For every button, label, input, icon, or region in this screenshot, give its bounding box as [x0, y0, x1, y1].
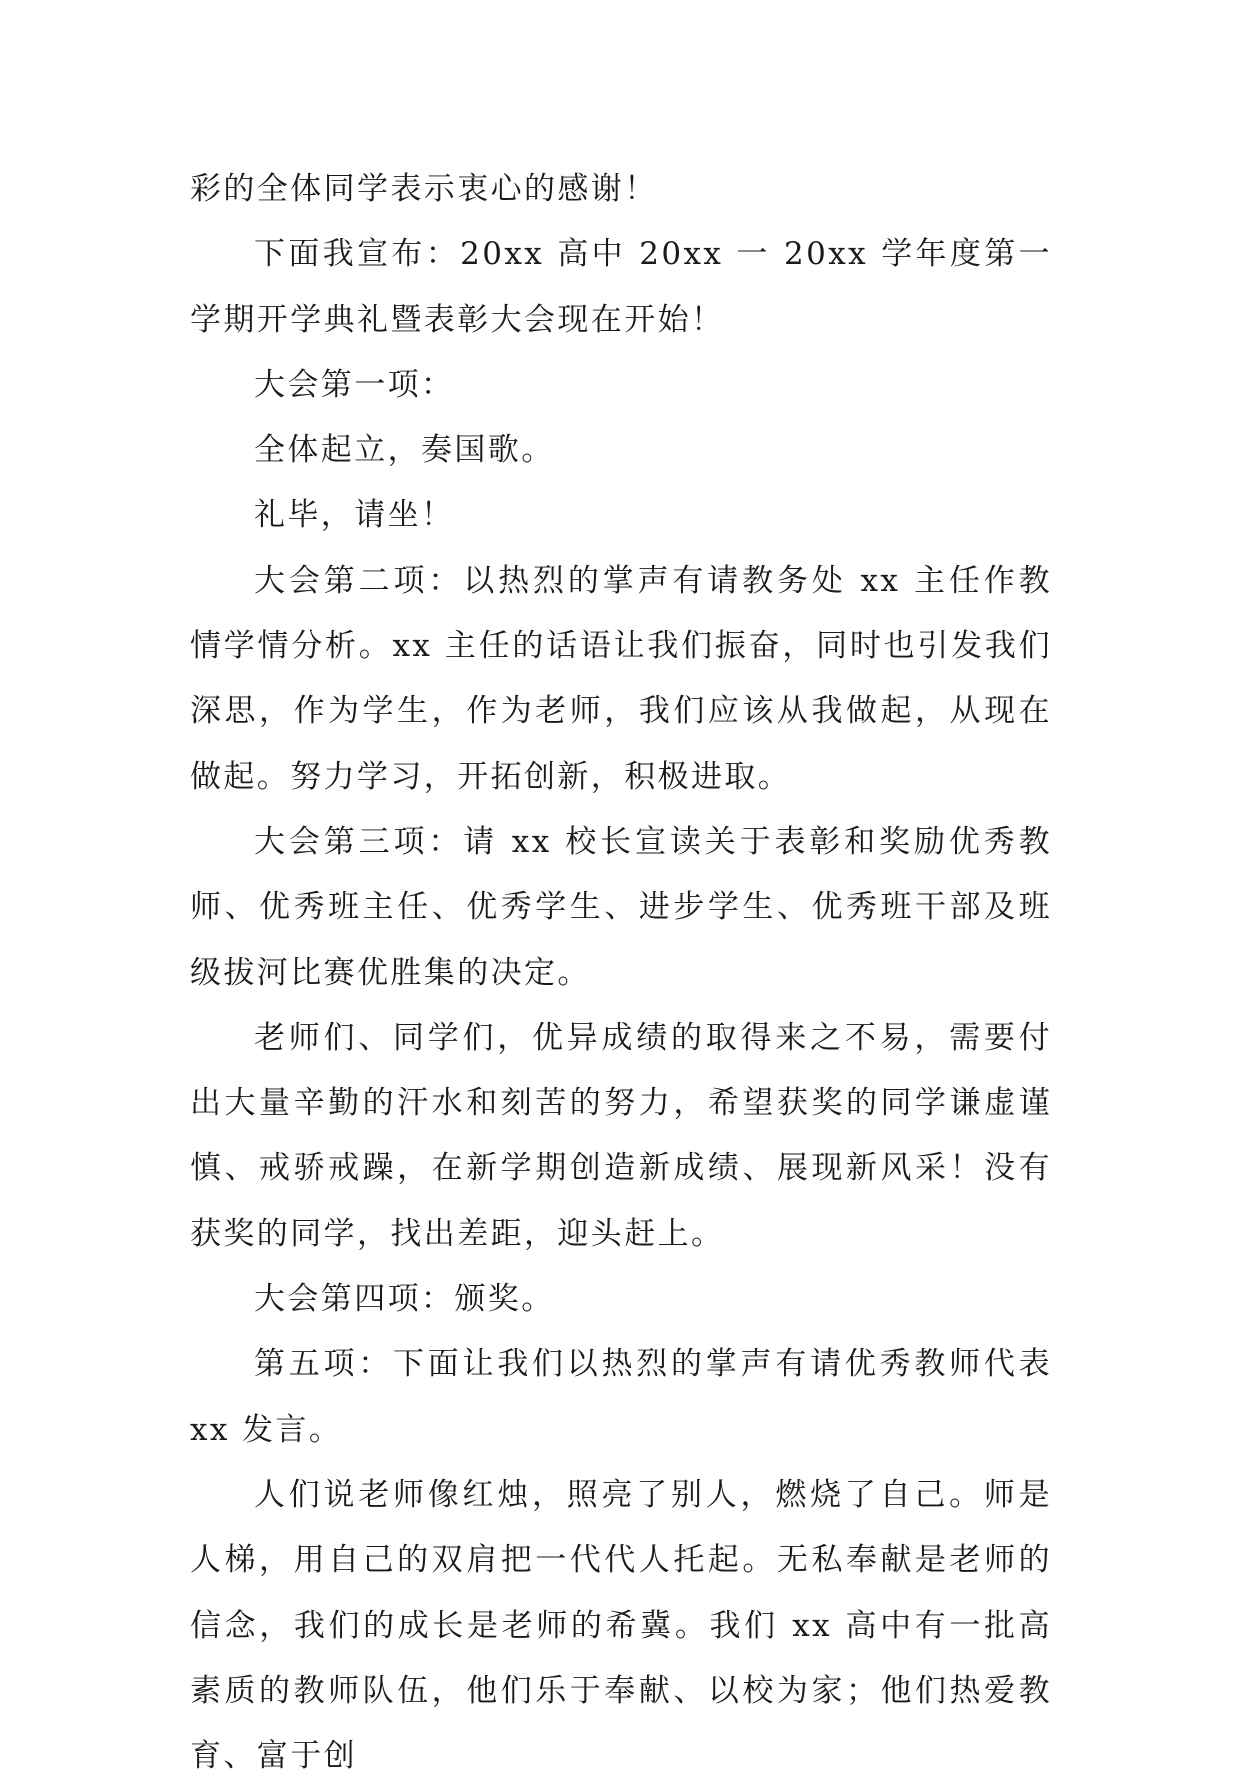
paragraph-5: 礼毕，请坐！	[254, 497, 455, 534]
paragraph-2: 下面我宣布：20xx 高中 20xx 一 20xx 学年度第一学期开学典礼暨表彰大会现在开始！	[190, 236, 1052, 338]
paragraph-11: 人们说老师像红烛，照亮了别人，燃烧了自己。师是人梯，用自己的双肩把一代代人托起。无私奉献是老师的信念，我们的成长是老师的希冀。我们 xx 高中有一批高素质的教师队伍，他们乐于奉献、以校为家；他们热爱教育、富于创	[190, 1476, 1052, 1775]
paragraph-1: 彩的全体同学表示衷心的感谢！	[190, 171, 658, 207]
paragraph-3: 大会第一项：	[254, 366, 455, 403]
paragraph-7: 大会第三项：请 xx 校长宣读关于表彰和奖励优秀教师、优秀班主任、优秀学生、进步学生、优秀班干部及班级拔河比赛优胜集的决定。	[190, 823, 1052, 991]
paragraph-10: 第五项：下面让我们以热烈的掌声有请优秀教师代表 xx 发言。	[190, 1346, 1052, 1448]
paragraph-9: 大会第四项：颁奖。	[254, 1281, 555, 1318]
paragraph-6: 大会第二项：以热烈的掌声有请教务处 xx 主任作教情学情分析。xx 主任的话语让我们振奋，同时也引发我们深思，作为学生，作为老师，我们应该从我做起，从现在做起。努力学习，开拓创新，积极进取。	[190, 562, 1052, 795]
paragraph-4: 全体起立，奏国歌。	[254, 432, 555, 469]
paragraph-8: 老师们、同学们，优异成绩的取得来之不易，需要付出大量辛勤的汗水和刻苦的努力，希望获奖的同学谦虚谨慎、戒骄戒躁，在新学期创造新成绩、展现新风采！没有获奖的同学，找出差距，迎头赶上。	[190, 1019, 1052, 1252]
document-body	[190, 157, 1052, 1789]
